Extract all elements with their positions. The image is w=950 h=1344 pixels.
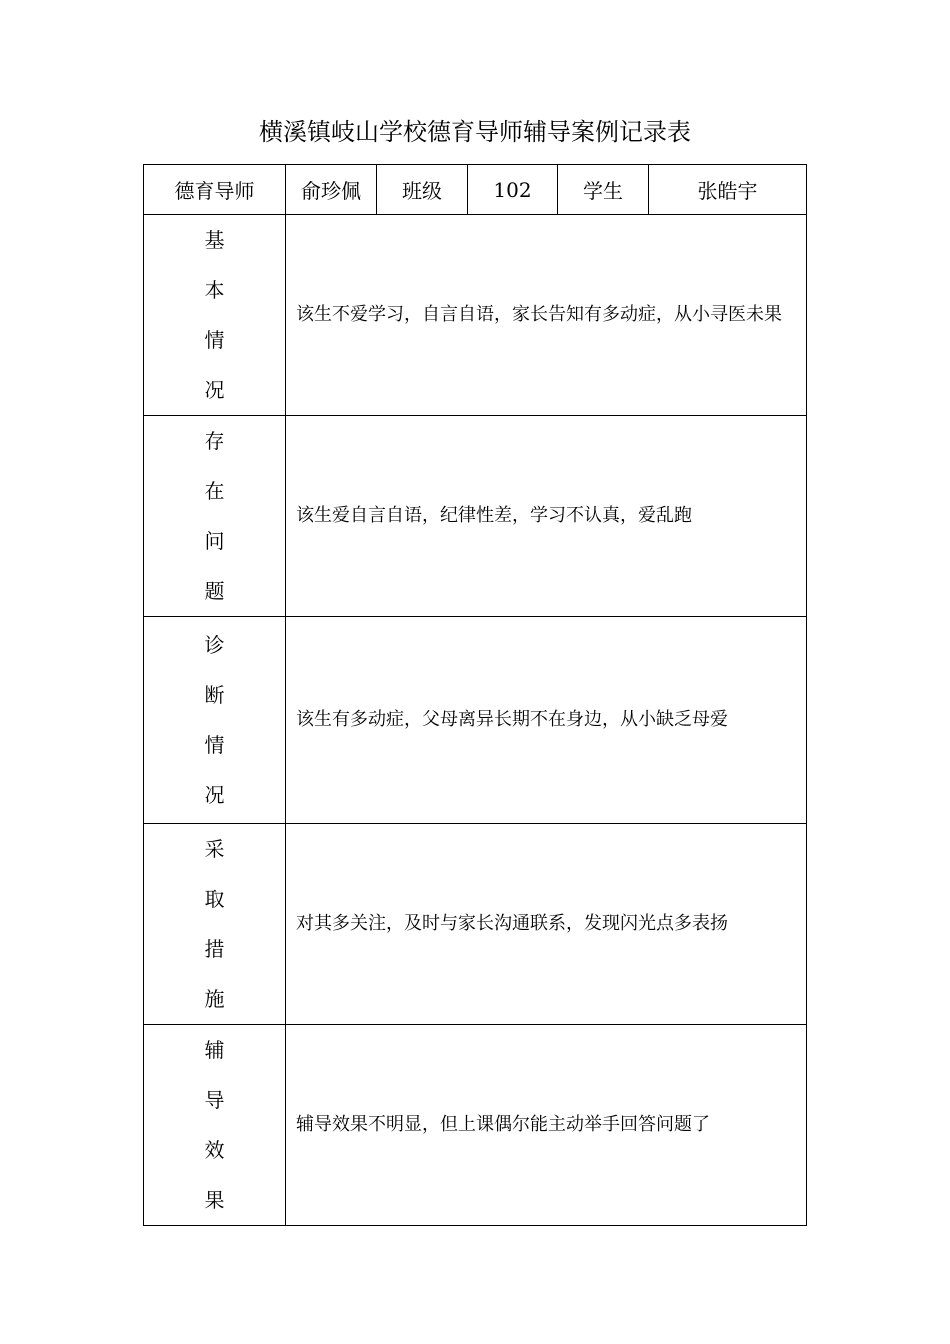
label-char: 效 [204,1138,225,1162]
student-label: 学生 [558,165,649,215]
section-label [144,416,286,617]
section-label [144,1025,286,1226]
section-row-existing-problems [144,416,807,617]
section-label [144,824,286,1025]
section-row-basic-situation [144,215,807,416]
class-label: 班级 [377,165,468,215]
section-row-diagnosis [144,617,807,824]
label-char: 情 [204,328,225,352]
label-char: 辅 [204,1038,225,1062]
label-char: 果 [204,1188,225,1212]
label-char: 导 [204,1088,225,1112]
student-name: 张皓宇 [649,165,807,215]
label-char: 施 [204,987,225,1011]
page-title: 横溪镇岐山学校德育导师辅导案例记录表 [259,118,691,146]
label-char: 情 [204,733,225,757]
label-char: 断 [204,683,225,707]
label-char: 采 [204,837,225,861]
label-char: 取 [204,887,225,911]
label-char: 本 [204,278,225,302]
section-content: 辅导效果不明显，但上课偶尔能主动举手回答问题了 [286,1025,807,1226]
section-content: 该生不爱学习，自言自语，家长告知有多动症，从小寻医未果 [286,215,807,416]
label-char: 诊 [204,633,225,657]
section-content: 对其多关注，及时与家长沟通联系，发现闪光点多表扬 [286,824,807,1025]
label-char: 存 [204,429,225,453]
label-char: 问 [204,529,225,553]
class-value: 102 [468,165,558,215]
section-row-results [144,1025,807,1226]
label-char: 况 [204,783,225,807]
label-char: 基 [204,228,225,252]
section-label [144,215,286,416]
section-label [144,617,286,824]
label-char: 题 [204,579,225,603]
label-char: 况 [204,378,225,402]
header-row [144,165,807,215]
mentor-label: 德育导师 [144,165,286,215]
label-char: 在 [204,479,225,503]
label-char: 措 [204,937,225,961]
record-table [143,164,807,1226]
section-row-measures [144,824,807,1025]
section-content: 该生有多动症，父母离异长期不在身边，从小缺乏母爱 [286,617,807,824]
section-content: 该生爱自言自语，纪律性差，学习不认真，爱乱跑 [286,416,807,617]
mentor-name: 俞珍佩 [286,165,377,215]
